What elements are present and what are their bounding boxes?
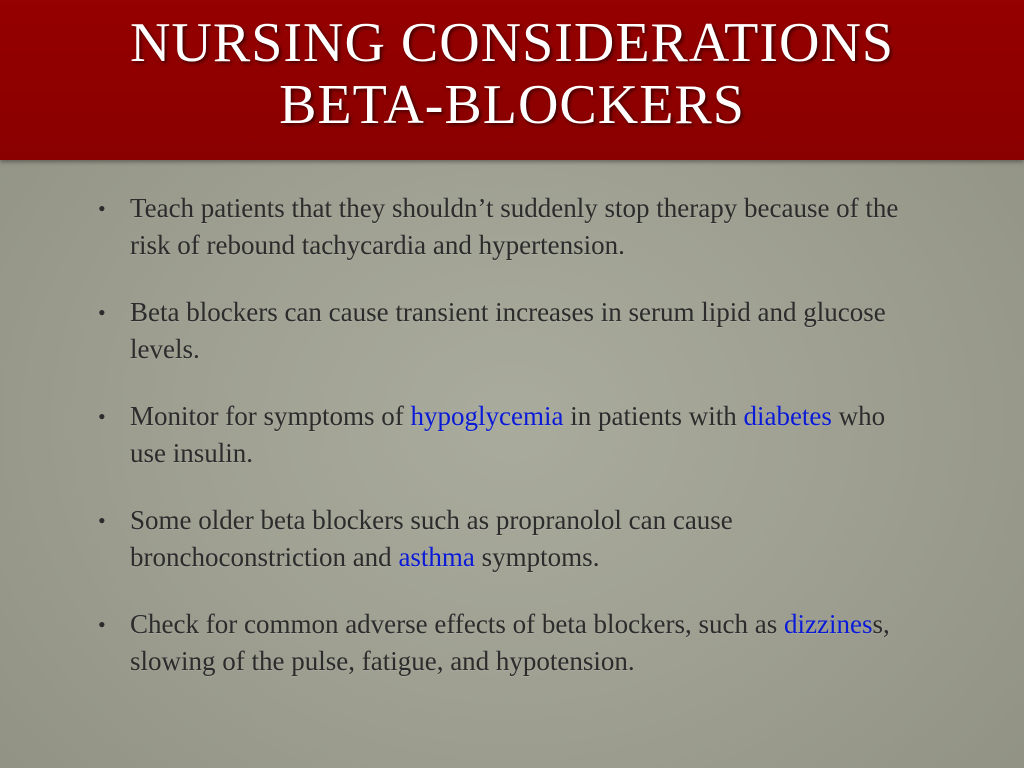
bullet-text-3c: who use insulin. (130, 401, 886, 468)
bullet-icon: • (98, 404, 106, 429)
bullet-text-4b: symptoms. (474, 542, 600, 572)
bullet-text-3b: in patients with (563, 401, 744, 431)
hypoglycemia-link[interactable]: hypoglycemia (410, 401, 564, 431)
bullet-icon: • (98, 196, 106, 221)
bullet-item-2 (96, 294, 926, 368)
bullet-item-1 (96, 190, 926, 264)
bullet-item-3 (96, 398, 926, 472)
bullet-icon: • (98, 508, 106, 533)
bullet-item-5 (96, 606, 926, 680)
title-line-1: NURSING CONSIDERATIONS (129, 12, 895, 74)
bullet-text-5b: s, slowing of the pulse, fatigue, and hypotension. (130, 609, 890, 676)
bullet-icon: • (98, 300, 106, 325)
bullet-text-4a: Some older beta blockers such as propranolol can cause bronchoconstriction and (130, 505, 733, 572)
title-line-2: BETA-BLOCKERS (279, 74, 745, 136)
slide-title (0, 12, 1024, 136)
bullet-icon: • (98, 612, 106, 637)
bullet-text-5a: Check for common adverse effects of beta blockers, such as (130, 609, 785, 639)
asthma-link[interactable]: asthma (398, 542, 475, 572)
bullet-text-1: Teach patients that they shouldn’t suddenly stop therapy because of the risk of rebound tachycardia and hypertension. (130, 193, 899, 260)
bullet-list (96, 190, 926, 710)
bullet-item-4 (96, 502, 926, 576)
bullet-text-2: Beta blockers can cause transient increases in serum lipid and glucose levels. (130, 297, 886, 364)
dizziness-link[interactable]: dizzines (784, 609, 873, 639)
diabetes-link[interactable]: diabetes (743, 401, 832, 431)
bullet-text-3a: Monitor for symptoms of (130, 401, 411, 431)
title-banner (0, 0, 1024, 160)
